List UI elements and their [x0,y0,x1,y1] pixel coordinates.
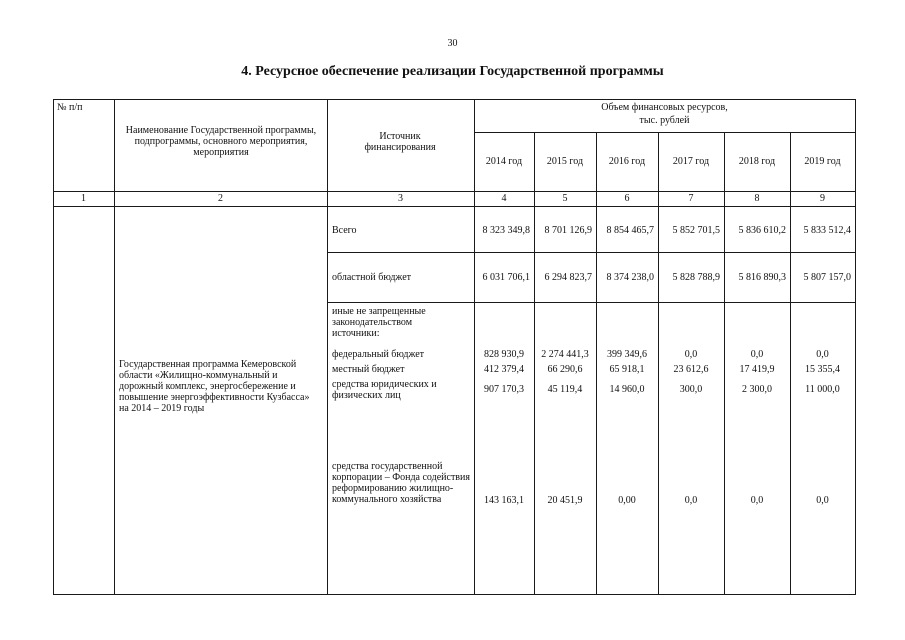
table-rule [53,594,855,595]
col-number-7: 7 [688,193,694,204]
row-other-label: иные не запрещенные законодательством источники: [332,306,426,339]
row-legal-2015: 45 119,4 [547,384,583,395]
row-fund-2018: 0,0 [750,495,764,506]
header-name: Наименование Государственной программы, подпрограммы, основного мероприятия, мероприятия [125,125,317,158]
row-regional-2019: 5 807 157,0 [803,272,851,283]
header-year-2015: 2015 год [546,156,584,167]
header-year-2016: 2016 год [608,156,646,167]
row-federal-2018: 0,0 [750,349,764,360]
row-regional-2014: 6 031 706,1 [482,272,530,283]
row-legal-2017: 300,0 [679,384,703,395]
table-rule [327,302,855,303]
table-rule [327,252,855,253]
col-number-3: 3 [398,193,403,204]
header-year-2017: 2017 год [672,156,710,167]
row-legal-2016: 14 960,0 [609,384,645,395]
header-volume-line1: Объем финансовых ресурсов, [601,102,728,113]
row-legal-label: средства юридических и физических лиц [332,379,437,401]
col-number-5: 5 [562,193,568,204]
row-federal-2019: 0,0 [816,349,829,360]
col-number-4: 4 [501,193,507,204]
col-number-2: 2 [218,193,223,204]
table-rule [474,99,475,595]
page-number: 30 [447,38,458,49]
header-volume-line2: тыс. рублей [639,115,690,126]
row-regional-2017: 5 828 788,9 [672,272,720,283]
row-federal-2017: 0,0 [684,349,698,360]
header-num: № п/п [57,102,83,113]
table-rule [53,206,855,207]
table-rule [114,99,115,595]
page-title: 4. Ресурсное обеспечение реализации Государственной программы [241,64,664,79]
row-local-2016: 65 918,1 [609,364,645,375]
col-number-6: 6 [624,193,630,204]
row-federal-label: федеральный бюджет [332,349,425,360]
row-local-2017: 23 612,6 [673,364,709,375]
table-rule [474,132,855,133]
row-total-2019: 5 833 512,4 [803,225,851,236]
row-federal-2015: 2 274 441,3 [541,349,589,360]
row-total-2018: 5 836 610,2 [738,225,786,236]
table-rule [53,191,855,192]
row-federal-2014: 828 930,9 [484,349,524,360]
header-year-2018: 2018 год [738,156,776,167]
row-legal-2019: 11 000,0 [805,384,840,395]
table-rule [53,99,855,100]
row-regional-2018: 5 816 890,3 [738,272,786,283]
row-total-label: Всего [332,225,357,236]
header-source: Источник финансирования [364,131,436,153]
col-number-8: 8 [754,193,760,204]
header-year-2014: 2014 год [485,156,523,167]
row-regional-2016: 8 374 238,0 [606,272,654,283]
row-regional-label: областной бюджет [332,272,412,283]
row-fund-2017: 0,0 [684,495,698,506]
col-number-9: 9 [820,193,825,204]
row-total-2017: 5 852 701,5 [672,225,720,236]
table-rule [855,99,856,595]
row-fund-2015: 20 451,9 [547,495,583,506]
row-fund-label: средства государственной корпорации – Фонда содействия реформированию жилищно-коммунального хозяйства [332,461,470,505]
row-fund-2019: 0,0 [816,495,829,506]
row-local-2018: 17 419,9 [739,364,775,375]
header-year-2019: 2019 год [804,156,841,167]
row-fund-2016: 0,00 [618,495,636,506]
row-total-2015: 8 701 126,9 [544,225,592,236]
row-total-2016: 8 854 465,7 [606,225,654,236]
row-fund-2014: 143 163,1 [484,495,524,506]
row-regional-2015: 6 294 823,7 [544,272,592,283]
row-local-label: местный бюджет [332,364,405,375]
row-total-2014: 8 323 349,8 [482,225,530,236]
row-legal-2018: 2 300,0 [742,384,772,395]
table-rule [327,99,328,595]
row-federal-2016: 399 349,6 [607,349,647,360]
table-rule [53,99,54,595]
row-local-2014: 412 379,4 [484,364,524,375]
row-legal-2014: 907 170,3 [484,384,524,395]
row-local-2015: 66 290,6 [547,364,583,375]
program-name: Государственная программа Кемеровской области «Жилищно-коммунальный и дорожный комплекс, энергосбережение и повышение энергоэффективности Кузбасса» на 2014 – 2019 годы [119,359,310,414]
row-local-2019: 15 355,4 [805,364,840,375]
col-number-1: 1 [81,193,86,204]
